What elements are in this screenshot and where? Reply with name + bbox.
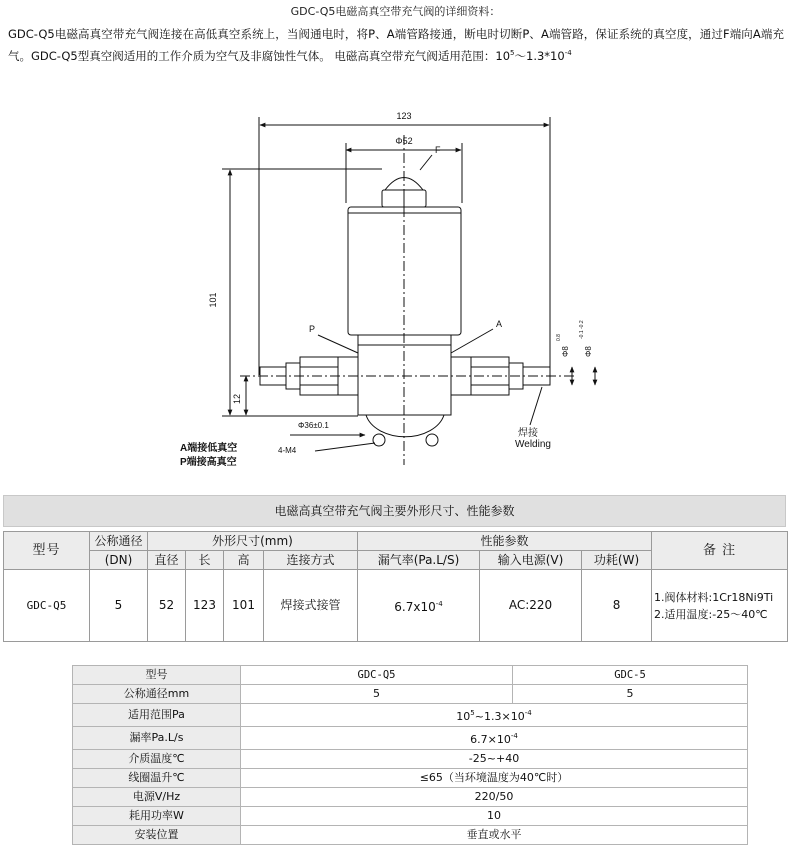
row-label: 公称通径mm (73, 685, 241, 704)
h-power-in: 输入电源(V) (480, 551, 582, 570)
intro-paragraph (8, 25, 784, 66)
cell-connect: 焊接式接管 (264, 570, 358, 642)
remark-1: 1.阀体材料:1Cr18Ni9Ti (654, 590, 774, 604)
cell-length: 123 (186, 570, 224, 642)
weld-en: Welding (515, 439, 551, 450)
table2-row (73, 704, 748, 727)
cell-power: 8 (582, 570, 652, 642)
row-label: 安装位置 (73, 826, 241, 845)
row-label: 线圈温升℃ (73, 769, 241, 788)
remark-2: 2.适用温度:-25～40℃ (654, 607, 768, 621)
range-mid: ～1.3*10 (514, 49, 565, 63)
dim-length-text: 123 (396, 111, 412, 121)
table2-row (73, 750, 748, 769)
row-label: 适用范围Pa (73, 704, 241, 727)
row-value: 5 (513, 685, 748, 704)
table2-row (73, 727, 748, 750)
dim-diameter-text: Φ52 (395, 136, 413, 146)
range-base-1: 10 (495, 49, 511, 63)
valve-drawing (180, 95, 610, 480)
range-exp-2: -4 (564, 49, 572, 57)
h-height: 高 (224, 551, 264, 570)
table1-caption: 电磁高真空带充气阀主要外形尺寸、性能参数 (3, 495, 786, 527)
leak-exp: -4 (435, 599, 443, 608)
row-value: ≤65（当环境温度为40℃时） (241, 769, 748, 788)
row-value: 10 (241, 807, 748, 826)
cell-leak (358, 570, 480, 642)
row-value: 5 (241, 685, 513, 704)
row-label: 漏率Pa.L/s (73, 727, 241, 750)
h-dims: 外形尺寸(mm) (148, 532, 358, 551)
table2-row (73, 685, 748, 704)
leak-base: 6.7x10 (394, 599, 436, 614)
row-label: 介质温度℃ (73, 750, 241, 769)
dim-phi8a-text: Φ8 (561, 346, 570, 357)
h-dn: 公称通径 (90, 532, 148, 551)
note-p: P端接高真空 (180, 457, 237, 468)
weld-cn: 焊接 (518, 428, 538, 439)
leak-base: 6.7×10 (470, 733, 511, 746)
row-value: 220/50 (241, 788, 748, 807)
row-value: GDC-Q5 (241, 666, 513, 685)
cell-remark (652, 570, 788, 642)
row-value: GDC-5 (513, 666, 748, 685)
range-exp-1: 5 (510, 49, 515, 57)
dim-phi8a-tol: 0.8 (556, 334, 562, 341)
table2-row (73, 826, 748, 845)
cell-dn: 5 (90, 570, 148, 642)
row-label: 型号 (73, 666, 241, 685)
range-base: 10 (456, 710, 471, 723)
row-label: 耗用功率W (73, 807, 241, 826)
h-power: 功耗(W) (582, 551, 652, 570)
row-value: 垂直或水平 (241, 826, 748, 845)
label-a: A (496, 319, 503, 329)
row-value: -25~+40 (241, 750, 748, 769)
label-f: F (435, 145, 441, 155)
h-dn-unit: (DN) (90, 551, 148, 570)
h-connect: 连接方式 (264, 551, 358, 570)
table2-row (73, 769, 748, 788)
dim-phi36-text: Φ36±0.1 (298, 421, 329, 430)
h-leak: 漏气率(Pa.L/S) (358, 551, 480, 570)
row-label: 电源V/Hz (73, 788, 241, 807)
row-value (241, 727, 748, 750)
page-title: GDC-Q5电磁高真空带充气阀的详细资料： (290, 5, 501, 18)
table2-row (73, 807, 748, 826)
leak-exp: -4 (510, 732, 518, 740)
table2-row (73, 788, 748, 807)
h-perf: 性能参数 (358, 532, 652, 551)
label-p: P (309, 324, 316, 334)
cell-power-in: AC:220 (480, 570, 582, 642)
dim-height-text: 101 (208, 292, 218, 308)
dim-4m4-text: 4-M4 (278, 446, 297, 455)
cell-model: GDC-Q5 (4, 570, 90, 642)
cell-diameter: 52 (148, 570, 186, 642)
table2-row (73, 666, 748, 685)
table2 (72, 665, 748, 845)
note-a: A端接低真空 (180, 443, 238, 454)
dim-12-text: 12 (232, 393, 242, 405)
h-length: 长 (186, 551, 224, 570)
intro-text: GDC-Q5电磁高真空带充气阀连接在高低真空系统上，当阀通电时，将P、A端管路接通，断电时切断P、A端管路，保证系统的真空度，通过F端向A端充气。GDC-Q5型真空阀适用的工作介质为空气及非腐蚀性气体。 电磁高真空带充气阀适用范围： (8, 27, 784, 63)
cell-height: 101 (224, 570, 264, 642)
dim-phi8b-text: Φ8 (584, 346, 593, 357)
range-mid-value: ~1.3×10 (474, 710, 525, 723)
range-exp: -4 (524, 709, 532, 717)
row-value (241, 704, 748, 727)
range-exp: 5 (470, 709, 475, 717)
h-diameter: 直径 (148, 551, 186, 570)
table1-row (4, 570, 788, 642)
dim-phi8b-tol: -0.1 -0.2 (579, 320, 585, 339)
h-model: 型号 (4, 532, 90, 570)
table1 (3, 531, 788, 642)
h-remark: 备 注 (652, 532, 788, 570)
